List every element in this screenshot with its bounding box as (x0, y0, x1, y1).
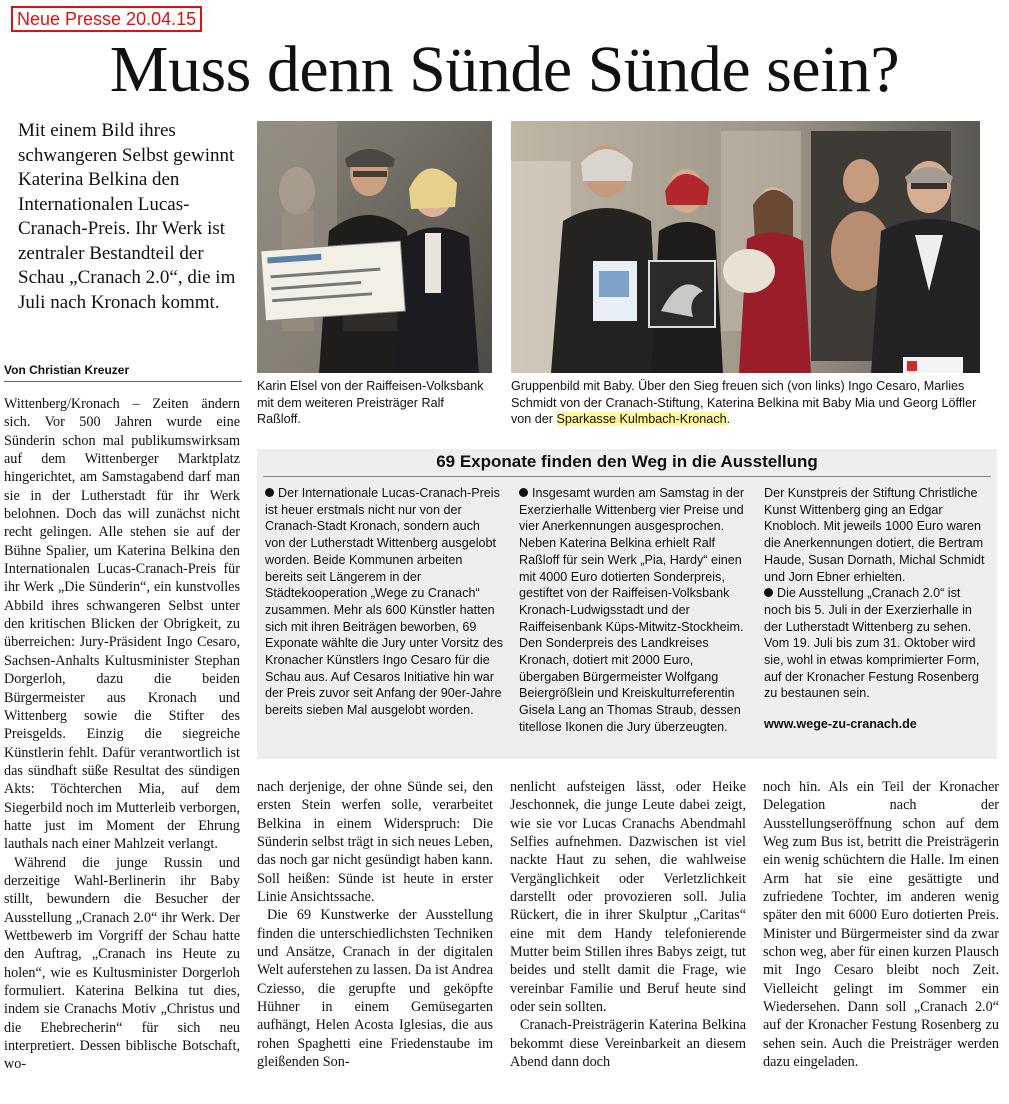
paragraph: Wittenberg/Kronach – Zeiten ändern sich. Vor 500 Jahren wurde eine Sünderin schon mal publikumswirksam auf dem Wittenberger Marktplatz hingerichtet, am Samstagabend darf man sie in der Lutherstadt für ihr Werk belohnen. Doch das will zunächst nicht recht gelingen. Alle stehen sie auf der Bühne Spalier, um Katerina Belkina den Internationalen Lucas-Cranach-Preis für ihr Werk „Die Sünderin“, ein kunstvolles Abbild ihres schwangeren Selbst unter den kritischen Blicken der Obrigkeit, zu überreichen: Jury-Präsident Ingo Cesaro, Sachsen-Anhalts Kultusminister Stephan Dorgerloh, dazu die beiden Bürgermeister aus Kronach und Wittenberg sowie die Stifter des Preisgelds. Einzig die siegreiche Künstlerin fehlt. Dafür verantwortlich ist das sündhaft süße Resultat des sündigen Akts: Töchterchen Mia, auf dem Siegerbild noch im Mutterleib verborgen, hatte just im Moment der Ehrung lauthals nach einer Mahlzeit verlangt. (4, 396, 240, 853)
body-column-1 (4, 395, 240, 1074)
paragraph: Die 69 Kunstwerke der Ausstellung finden die unterschiedlichsten Techniken und Ansätze, Cranach in der digitalen Welt auferstehen zu lassen. Da ist Andrea Cziesso, die gerupfte und geköpfte Hühner in einem Gemüsegarten aufhängt, Helen Acosta Iglesias, die aus rohen Spaghetti eine Friedenstaube im gleißenden Son- (257, 907, 493, 1071)
bullet-icon (519, 488, 528, 497)
photo-caption-right (511, 378, 981, 428)
photo-group-graphic (511, 121, 980, 373)
info-paragraph (764, 585, 991, 702)
paragraph: Während die junge Russin und derzeitige Wahl-Berlinerin ihr Baby stillt, bewundern die Besucher der Ausstellung „Cranach 2.0“ ihr Werk. Der Wettbewerb im Vorgriff der Schau hatte den Auftrag, „Cranach ins Heute zu holen“, wie es Kultusminister Dorgerloh formuliert. Katerina Belkina tut dies, indem sie Cranachs Motiv „Christus und die Ehebrecherin“ für sich neu interpretiert. Dessen biblische Botschaft, wo- (4, 854, 240, 1073)
body-column-4 (763, 778, 999, 1072)
sponsor-highlight: Sparkasse Kulmbach-Kronach (556, 412, 727, 426)
body-column-3 (510, 778, 746, 1072)
bullet-icon (764, 588, 773, 597)
bullet-icon (265, 488, 274, 497)
info-box-column-3 (764, 485, 991, 733)
paragraph: noch hin. Als ein Teil der Kronacher Delegation nach der Ausstellungseröffnung schon auf dem Weg zum Bus ist, betritt die Preisträgerin ein wenig schüchtern die Halle. Im einen Arm hat sie eine gesättigte und zufriedene Tochter, im anderen wenig später den mit 6000 Euro dotierten Preis. Minister und Bürgermeister sind da zwar schon weg, aber für einen kurzen Plausch mit Ingo Cesaro bleibt noch Zeit. Vielleicht gelingt im Sommer ein Wiedersehen. Dann soll „Cranach 2.0“ auf der Kronacher Festung Rosenberg zu sehen sein. Auch die Preisträger werden dazu eingeladen. (763, 779, 999, 1071)
article-teaser: Mit einem Bild ihres schwangeren Selbst gewinnt Katerina Belkina den Internationalen Lucas-Cranach-Preis. Ihr Werk ist zentraler Bestandteil der Schau „Cranach 2.0“, die im Juli nach Kronach kommt. (18, 120, 236, 313)
body-column-2 (257, 778, 493, 1072)
website-link[interactable]: www.wege-zu-cranach.de (764, 717, 917, 732)
info-paragraph (519, 485, 757, 736)
article-headline: Muss denn Sünde Sünde sein? (109, 33, 900, 106)
photo-caption-right-text: Gruppenbild mit Baby. Über den Sieg freuen sich (von links) Ingo Cesaro, Marlies Schmidt von der Cranach-Stiftung, Katerina Belkina mit Baby Mia und Georg Löffler von der (511, 379, 977, 426)
paragraph: Cranach-Preisträgerin Katerina Belkina bekommt diese Vereinbarkeit an diesem Abend dann doch (510, 1017, 746, 1071)
info-text: Insgesamt wurden am Samstag in der Exerzierhalle Wittenberg vier Preise und vier Anerkennungen ausgesprochen. Neben Katerina Belkina erhielt Ralf Raßloff für sein Werk „Pia, Hardy“ einen mit 4000 Euro dotierten Sonderpreis, gestiftet von der Raiffeisen-Volksbank Kronach-Ludwigsstadt und der Raiffeisenbank Küps-Mitwitz-Stockheim. Den Sonderpreis des Landkreises Kronach, dotiert mit 2000 Euro, übergaben Bürgermeister Wolfgang Beiergrößlein und Kreiskulturreferentin Gisela Lang an Thomas Straub, dessen titellose Ikonen die Jury überzeugten. (519, 486, 745, 734)
paragraph: nach derjenige, der ohne Sünde sei, den ersten Stein werfen solle, verarbeitet Belkina in einem Widerspruch: Die Sünderin selbst trägt in sich neues Leben, das noch gar nicht gesündigt haben kann. Soll heißen: Sünde ist heute in erster Linie Ansichtssache. (257, 779, 494, 906)
info-text: Der Internationale Lucas-Cranach-Preis ist heuer erstmals nicht nur von der Cranach-Stadt Kronach, sondern auch von der Lutherstadt Wittenberg ausgelobt worden. Beide Kommunen arbeiten bereits seit Längerem in der Städtekooperation „Wege zu Cranach“ zusammen. Mehr als 600 Künstler hatten sich mit ihren Beiträgen beworben, 69 Exponate wählte die Jury unter Vorsitz des Kronacher Künstlers Ingo Cesaro für die Schau aus. Auf Cesaros Initiative hin war der Preis zuvor seit Anfang der 90er-Jahre bereits sieben Mal ausgelobt worden. (265, 486, 504, 718)
info-text: Die Ausstellung „Cranach 2.0“ ist noch bis 5. Juli in der Exerzierhalle in der Lutherstadt Wittenberg zu sehen. Vom 19. Juli bis zum 31. Oktober wird sie, wohl in etwas komprimierter Form, auf der Kronacher Festung Rosenberg zu bestaunen sein. (764, 586, 980, 701)
info-paragraph (265, 485, 503, 719)
info-box-column-2 (519, 485, 757, 736)
photo-cheque-handover-graphic (257, 121, 492, 373)
photo-caption-left: Karin Elsel von der Raiffeisen-Volksbank mit dem weiteren Preisträger Ralf Raßloff. (257, 379, 484, 426)
source-label: Neue Presse 20.04.15 (11, 6, 202, 32)
photo-caption-right-end: . (726, 412, 731, 426)
info-paragraph: Der Kunstpreis der Stiftung Christliche Kunst Wittenberg ging an Edgar Knobloch. Mit jeweils 1000 Euro waren die Anerkennungen dotiert, die Bertram Haude, Susan Dornath, Michal Schmidt und Jorn Ebner erhielten. (764, 486, 985, 584)
author-byline: Von Christian Kreuzer (4, 363, 242, 382)
info-box-divider (263, 476, 991, 477)
info-box-column-1 (265, 485, 503, 719)
photo-cheque-handover (257, 121, 492, 373)
paragraph: nenlicht aufsteigen lässt, oder Heike Jeschonnek, die junge Leute dabei zeigt, wie sie vor Lucas Cranachs Abendmahl Selfies aufnehmen. Dazwischen ist viel nackte Haut zu sehen, die wahlweise Vergänglichkeit oder Verletzlichkeit darstellt oder provozieren soll. Julia Rückert, die in ihrer Skulptur „Caritas“ eine mit dem Handy telefonierende Mutter beim Stillen ihres Babys zeigt, tut beides und stellt damit die Frage, wie vereinbar Familie und Beruf heute sind oder sein sollten. (510, 779, 746, 1016)
photo-group-with-baby (511, 121, 980, 373)
info-box-title: 69 Exponate finden den Weg in die Ausstellung (436, 452, 818, 471)
